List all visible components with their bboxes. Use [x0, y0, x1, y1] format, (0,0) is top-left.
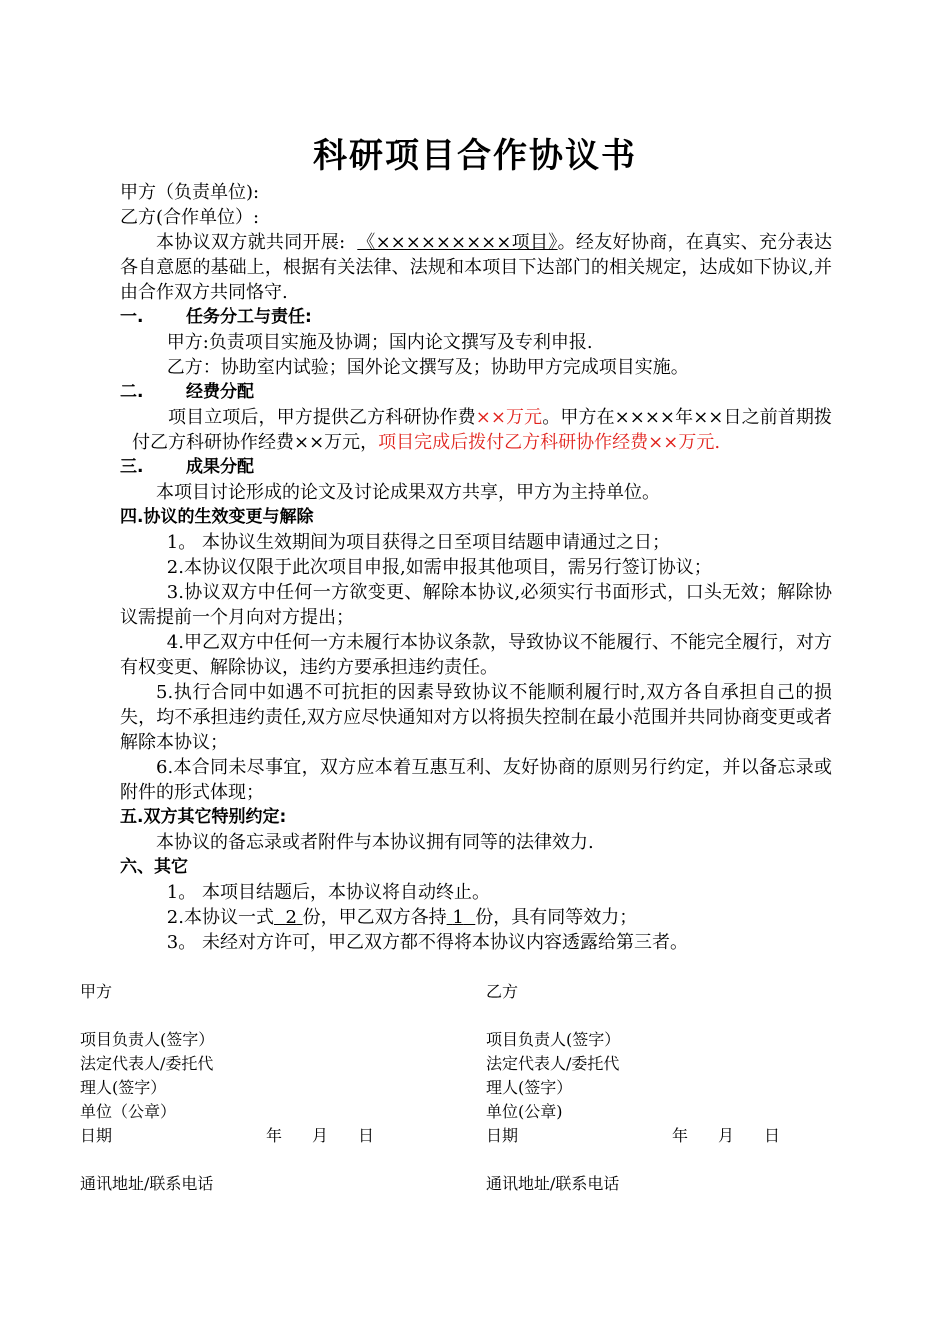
document-title: 科研项目合作协议书	[313, 136, 637, 176]
section-4-heading: 四.协议的生效变更与解除	[120, 507, 314, 527]
sig-a-date-label: 日期	[80, 1126, 113, 1145]
section-1-number: 一.	[120, 307, 144, 327]
section-6-item-3: 3。 未经对方许可，甲乙双方都不得将本协议内容透露给第三者。	[166, 932, 688, 953]
sig-a-year: 年	[266, 1126, 283, 1145]
sig-a-unit: 单位（公章）	[80, 1102, 177, 1121]
party-a-line: 甲方（负责单位):	[120, 182, 260, 203]
sig-a-leader: 项目负责人(签字）	[80, 1030, 215, 1049]
section-2-title: 经费分配	[186, 382, 254, 402]
section-2-final-red: 项目完成后拨付乙方科研协作经费××万元.	[378, 432, 721, 453]
sig-b-day: 日	[764, 1126, 781, 1145]
section-4-item-3: 3.协议双方中任何一方欲变更、解除本协议,必须实行书面形式，口头无效；解除协议需提前一个月向对方提出；	[120, 582, 832, 628]
sig-b-year: 年	[672, 1126, 689, 1145]
section-6-item-2-middle: 份，甲乙双方各持	[302, 907, 447, 928]
intro-paragraph	[120, 230, 832, 305]
sig-b-date-row	[486, 1124, 866, 1148]
sig-a-contact: 通讯地址/联系电话	[80, 1174, 214, 1193]
section-3-heading	[120, 455, 832, 480]
section-2-number: 二.	[120, 382, 144, 402]
sig-b-date-label: 日期	[486, 1126, 519, 1145]
copies-total-blank	[274, 905, 303, 930]
sig-b-contact: 通讯地址/联系电话	[486, 1174, 620, 1193]
section-6-heading: 六、其它	[120, 857, 188, 877]
section-4-item-2: 2.本协议仅限于此次项目申报,如需申报其他项目，需另行签订协议；	[166, 557, 712, 578]
sig-a-month: 月	[312, 1126, 329, 1145]
sig-b-leader: 项目负责人(签字）	[486, 1030, 621, 1049]
sig-a-date-row	[80, 1124, 460, 1148]
section-3-number: 三.	[120, 457, 144, 477]
intro-before: 本协议双方就共同开展:	[156, 232, 346, 253]
agreement-body	[120, 180, 832, 955]
sig-a-rep-1: 法定代表人/委托代	[80, 1054, 214, 1073]
intro-project-name: 《×××××××××项目》	[357, 232, 558, 253]
section-1-heading	[120, 305, 832, 330]
section-2-paragraph	[120, 405, 832, 455]
section-6-item-2	[120, 905, 832, 930]
copies-each-value: 1	[452, 907, 464, 928]
section-6-item-2-prefix: 2.本协议一式	[166, 907, 274, 928]
section-6-item-2-suffix: 份，具有同等效力；	[475, 907, 638, 928]
section-4-item-6: 6.本合同未尽事宜，双方应本着互惠互利、友好协商的原则另行约定，并以备忘录或附件的形式体现；	[120, 757, 832, 803]
section-1-party-b: 乙方：协助室内试验；国外论文撰写及；协助甲方完成项目实施。	[166, 357, 689, 378]
sig-a-day: 日	[358, 1126, 375, 1145]
section-4-item-5: 5.执行合同中如遇不可抗拒的因素导致协议不能顺利履行时,双方各自承担自己的损失，均不承担违约责任,双方应尽快通知对方以将损失控制在最小范围并共同协商变更或者解除本协议；	[120, 682, 832, 753]
intro-after: 。经友好协商，在真实、充分表达各自意愿的基础上，根据有关法律、法规和本项目下达部门的相关规定，达成如下协议,并由合作双方共同恪守.	[120, 232, 832, 303]
section-4-item-1: 1。 本协议生效期间为项目获得之日至项目结题申请通过之日；	[166, 532, 670, 553]
sig-b-rep-1: 法定代表人/委托代	[486, 1054, 620, 1073]
section-4-item-4: 4.甲乙双方中任何一方未履行本协议条款，导致协议不能履行、不能完全履行，对方有权变更、解除协议，违约方要承担违约责任。	[120, 632, 832, 678]
sig-b-party: 乙方	[486, 982, 519, 1001]
section-3-text: 本项目讨论形成的论文及讨论成果双方共享，甲方为主持单位。	[156, 482, 660, 503]
section-5-heading: 五.双方其它特别约定:	[120, 807, 287, 827]
copies-each-blank	[447, 905, 476, 930]
party-b-line: 乙方(合作单位）:	[120, 207, 260, 228]
section-1-title: 任务分工与责任:	[186, 307, 312, 327]
sig-a-rep-2: 理人(签字）	[80, 1078, 167, 1097]
section-2-text-2: 。甲方在××××年××日之前首期拨付乙方科研协作经费××万元，	[132, 407, 833, 453]
section-6-item-1: 1。 本项目结题后，本协议将自动终止。	[166, 882, 490, 903]
section-2-text-1: 项目立项后，甲方提供乙方科研协作费	[168, 407, 476, 428]
sig-b-rep-2: 理人(签字）	[486, 1078, 573, 1097]
signature-block-party-a	[80, 980, 460, 1196]
section-2-amount-red: ××万元	[475, 407, 543, 428]
section-3-title: 成果分配	[186, 457, 254, 477]
sig-b-month: 月	[718, 1126, 735, 1145]
section-1-party-a: 甲方:负责项目实施及协调；国内论文撰写及专利申报.	[166, 332, 593, 353]
sig-b-unit: 单位(公章)	[486, 1102, 563, 1121]
copies-total-value: 2	[285, 907, 297, 928]
signature-block-party-b	[486, 980, 866, 1196]
section-5-text: 本协议的备忘录或者附件与本协议拥有同等的法律效力.	[156, 832, 594, 853]
sig-a-party: 甲方	[80, 982, 113, 1001]
section-2-heading	[120, 380, 832, 405]
